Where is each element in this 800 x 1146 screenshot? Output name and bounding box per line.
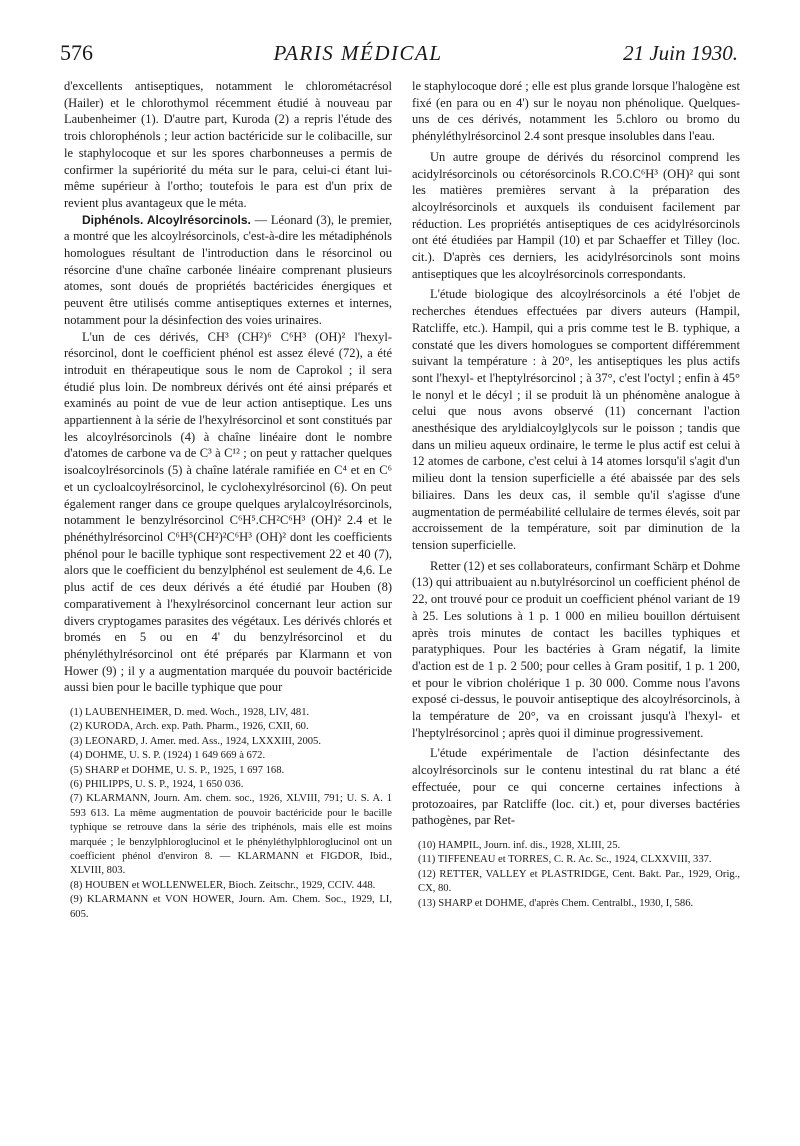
footnote: (2) KURODA, Arch. exp. Path. Pharm., 1926, CXII, 60.: [70, 721, 309, 733]
footnote: (1) LAUBENHEIMER, D. med. Woch., 1928, LIV, 481.: [70, 707, 310, 719]
page-number: 576: [60, 40, 93, 65]
paragraph-text: — Léonard (3), le premier, a montré que les alcoylrésorcinols, c'est-à-dire les métadiphénols homologues résultant de l'introduction dans le résorcinol ou résorcine d'une chaîne carbonée linéaire comprenant plusieurs atomes, sont doués de propriétés bactéricides énergiques et peuvent être utilisés comme antiseptiques externes et internes, notamment pour la désinfection des voies urinaires.: [64, 212, 392, 327]
paragraph: Retter (12) et ses collaborateurs, confirmant Schärp et Dohme (13) qui attribuaient au n.butylrésorcinol un coefficient phénol de 22, ont trouvé pour ce produit un coefficient phénol variant de 19 à 25. Les solutions à 1 p. 1 000 en milieu bouillon dértuisent après trois minutes de contact les bacilles typhiques et paratyphiques. Pour les bactéries à Gram négatif, la limite d'action est de 1 p. 2 500; pour celles à Gram positif, 1 p. 1 200, et pour le vibrion cholérique 1 p. 30 000. Comme nous l'avons exposé ci-dessus, le pouvoir antiseptique des alcoylrésorcinols, à la température de 20°, va en croissant jusqu'à l'hexyl- et l'heptylrésorcinol ; après quoi il diminue progressivement.: [412, 558, 740, 740]
footnote: (4) DOHME, U. S. P. (1924) 1 649 669 à 672.: [70, 750, 266, 762]
footnote: (8) HOUBEN et WOLLENWELER, Bioch. Zeitschr., 1929, CCIV. 448.: [70, 879, 376, 891]
left-column: [64, 78, 392, 922]
paragraph: d'excellents antiseptiques, notamment le chlorométacrésol (Hailer) et le chlorothymol récemment étudié à nouveau par Laubenheimer (1). D'autre part, Kuroda (2) a repris l'étude des trois chlorophénols ; leur action bactéricide sur le colibacille, sur le staphylocoque et sur les spores charbonneuses a permis de confirmer la supériorité du méta sur le para, celui-ci étant lui-même supérieur à l'ortho; toutefois le para est d'un prix de revient plus avantageux que le méta.: [64, 79, 392, 210]
paragraph: Un autre groupe de dérivés du résorcinol comprend les acidylrésorcinols ou cétorésorcinols R.CO.C⁶H³ (OH)² qui sont les matières premières servant à la préparation des alcoylrésorcinols et auxquels ils conduisent facilement par réduction. Les propriétés antiseptiques de ces acidylrésorcinols ont été étudiées par Hampil (10) et par Schaeffer et Tilley (loc. cit.). D'après ces derniers, les acidylrésorcinols sont moins antiseptiques que les alcoylrésorcinols correspondants.: [412, 149, 740, 281]
footnote: (11) TIFFENEAU et TORRES, C. R. Ac. Sc., 1924, CLXXVIII, 337.: [418, 854, 712, 866]
footnote: (7) KLARMANN, Journ. Am. chem. soc., 1926, XLVIII, 791; U. S. A. 1 593 613. La même augmentation de pouvoir bactéricide pour le bacille typhique se retrouve dans la série des triphénols, mais elle est moins marquée ; le benzylphloroglucinol et le phényléthylphloroglucinol ont un coefficient phénol d'environ 8. — KLARMANN et FIGDOR, Ibid., XLVIII, 803.: [70, 793, 392, 877]
footnote: (13) SHARP et DOHME, d'après Chem. Centralbl., 1930, I, 586.: [418, 897, 694, 909]
footnotes-left: [64, 706, 392, 922]
paragraph: le staphylocoque doré ; elle est plus grande lorsque l'halogène est fixé (en para ou en 4') sur le noyau non phénolique. Quelques-uns de ces dérivés, notamment les 5.chloro ou bromo du phényléthylrésorcinol 2.4 sont presque insolubles dans l'eau.: [412, 79, 740, 144]
paragraph-diphenols: [64, 212, 392, 329]
footnotes-right: [412, 839, 740, 911]
section-heading: Diphénols. Alcoylrésorcinols.: [82, 212, 251, 227]
footnote: (9) KLARMANN et VON HOWER, Journ. Am. Chem. Soc., 1929, LI, 605.: [70, 894, 392, 920]
paragraph: L'étude expérimentale de l'action désinfectante des alcoylrésorcinols sur le contenu intestinal du rat blanc a été effectuée, pour ce qui concerne certaines infections à protozoaires, par Ratcliffe (loc. cit.) et, pour diverses bactéries pathogènes, par Ret-: [412, 746, 740, 828]
footnote: (10) HAMPIL, Journ. inf. dis., 1928, XLIII, 25.: [418, 839, 621, 851]
paragraph: L'étude biologique des alcoylrésorcinols a été l'objet de recherches étendues effectuées par divers auteurs (Hampil, Ratcliffe, etc.). Hampil, qui a pris comme test le B. typhique, a constaté que les divers homologues se comportent différemment suivant la température : à 20°, les antiseptiques les plus actifs sont l'hexyl- et l'heptylrésorcinol ; à 37°, c'est l'octyl ; enfin à 45° le nonyl et le décyl ; il se produit là un phénomène analogue à celui que nous avons observé (11) concernant l'action anesthésique des aryldialcoylglycols sur le poisson ; tandis que dans un milieu aqueux ordinaire, le terme le plus actif est celui à 12 atomes de carbone, c'est celui à 14 atomes lorsqu'il s'agit d'un milieu dont la tension superficielle a été abaissée par des sels biliaires. Dans les deux cas, il semble qu'il s'agisse d'une augmentation de perméabilité cellulaire de termes élevés, soit par accroissement de la température, soit par diminution de la tension superficielle.: [412, 287, 740, 552]
journal-title: PARIS MÉDICAL: [273, 41, 443, 65]
paragraph: L'un de ces dérivés, CH³ (CH²)⁶ C⁶H³ (OH)² l'hexyl-résorcinol, dont le coefficient phénol est assez élevé (72), a été introduit en thérapeutique sous le nom de Caprokol ; il sera étudié plus loin. De nombreux dérivés ont été ainsi préparés et examinés au point de vue de leur action antiseptique. Les uns appartiennent à la série de l'hexylrésorcinol et sont constitués par les alcoylrésorcinols (4) à chaîne linéaire dont le nombre d'atomes de carbone va de C³ à C¹² ; on peut y rattacher quelques isoalcoylrésorcinols (5) à chaîne latérale ramifiée en C⁴ et en C⁶ et un cycloalcoylrésorcinol, le cyclohexylrésorcinol (6). On peut également ranger dans ce groupe quelques arylalcoylrésorcinols, notamment le benzylrésorcinol C⁶H⁵.CH²C⁶H³ (OH)² 2.4 et le phénéthylrésorcinol C⁶H⁵(CH²)²C⁶H³ (OH)² dont les coefficients phénol pour le bacille typhique sont respectivement 22 et 40 (7), alors que le coefficient du benzylphénol est seulement de 4,6. Le plus actif de ces deux dérivés a été étudié par Houben (8) comparativement à l'hexylrésorcinol concernant leur action sur divers cryptogames parasites des végétaux. Les dérivés chlorés et bromés en 5 ou en 4' du benzylrésorcinol et du phényléthylrésorcinol ont été préparés par Klarmann et von Hower (9) ; il y a augmentation marquée du pouvoir bactéricide aussi bien pour le bacille typhique que pour: [64, 329, 392, 695]
issue-date: 21 Juin 1930.: [623, 41, 738, 65]
right-column: [412, 78, 740, 911]
footnote: (5) SHARP et DOHME, U. S. P., 1925, 1 697 168.: [70, 764, 285, 776]
page-header: [60, 40, 738, 74]
footnote: (12) RETTER, VALLEY et PLASTRIDGE, Cent. Bakt. Par., 1929, Orig., CX, 80.: [418, 868, 740, 895]
footnote: (6) PHILIPPS, U. S. P., 1924, 1 650 036.: [70, 779, 244, 791]
footnote: (3) LEONARD, J. Amer. med. Ass., 1924, LXXXIII, 2005.: [70, 735, 321, 747]
